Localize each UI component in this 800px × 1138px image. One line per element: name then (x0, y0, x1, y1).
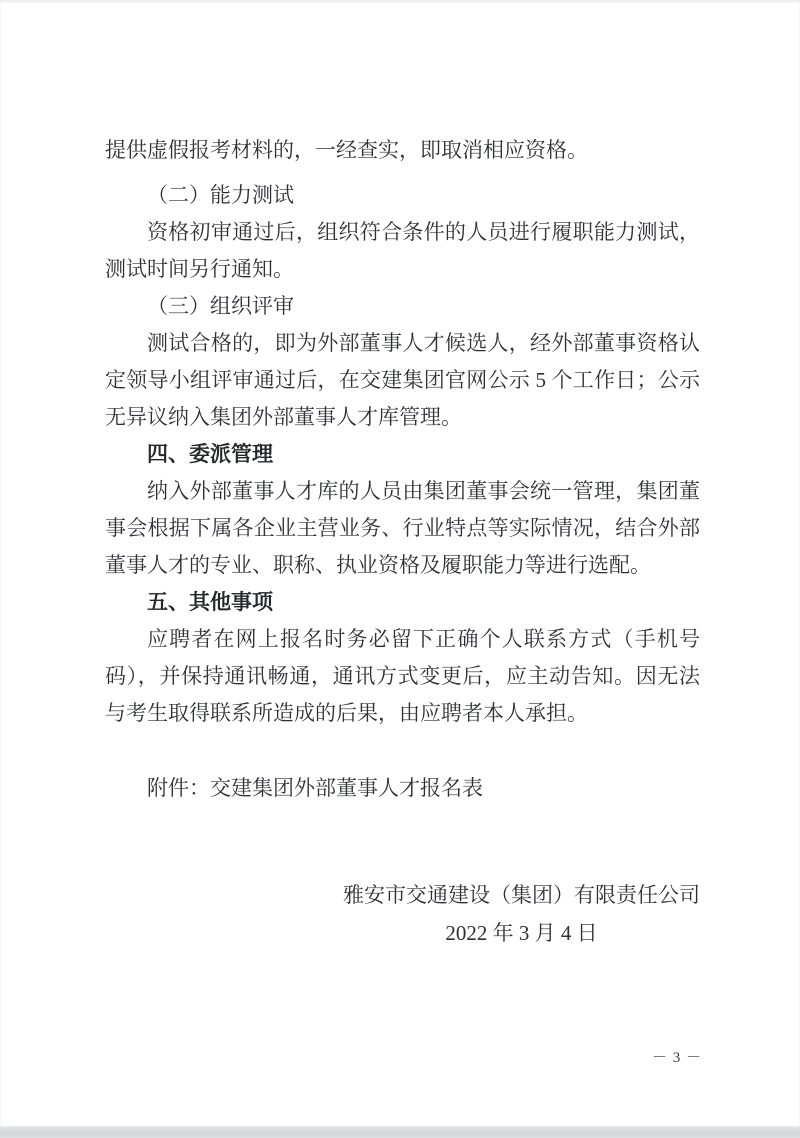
body-line: 董事人才的专业、职称、执业资格及履职能力等进行选配。 (105, 553, 651, 577)
body-line: 定领导小组评审通过后，在交建集团官网公示 5 个工作日；公示 (105, 368, 700, 392)
signature-block (105, 877, 700, 952)
heading-other-matters: 五、其他事项 (147, 591, 273, 614)
body-line-continuation: 提供虚假报考材料的，一经查实，即取消相应资格。 (105, 138, 588, 162)
body-line: 码），并保持通讯畅通，通讯方式变更后，应主动告知。因无法 (105, 664, 700, 688)
body-line: 纳入外部董事人才库的人员由集团董事会统一管理，集团董 (147, 479, 700, 503)
body-line: 无异议纳入集团外部董事人才库管理。 (105, 405, 462, 429)
signature-date: 2022 年 3 月 4 日 (445, 921, 598, 945)
heading-appointment-management: 四、委派管理 (147, 443, 273, 466)
subheading-ability-test: （二）能力测试 (147, 183, 294, 207)
body-line: 应聘者在网上报名时务必留下正确个人联系方式（手机号 (147, 627, 700, 651)
signature-company: 雅安市交通建设（集团）有限责任公司 (343, 883, 700, 907)
body-line: 资格初审通过后，组织符合条件的人员进行履职能力测试， (147, 220, 700, 244)
body-line: 测试时间另行通知。 (105, 257, 294, 281)
subheading-organization-review: （三）组织评审 (147, 294, 294, 318)
body-line: 测试合格的，即为外部董事人才候选人，经外部董事资格认 (147, 331, 700, 355)
body-line: 与考生取得联系所造成的后果，由应聘者本人承担。 (105, 701, 588, 725)
attachment-line: 附件：交建集团外部董事人才报名表 (147, 776, 483, 800)
body-line: 事会根据下属各企业主营业务、行业特点等实际情况，结合外部 (105, 516, 700, 540)
page-number: － 3 － (651, 1050, 702, 1066)
document-body (105, 132, 700, 952)
page-bottom-edge (0, 1126, 800, 1138)
